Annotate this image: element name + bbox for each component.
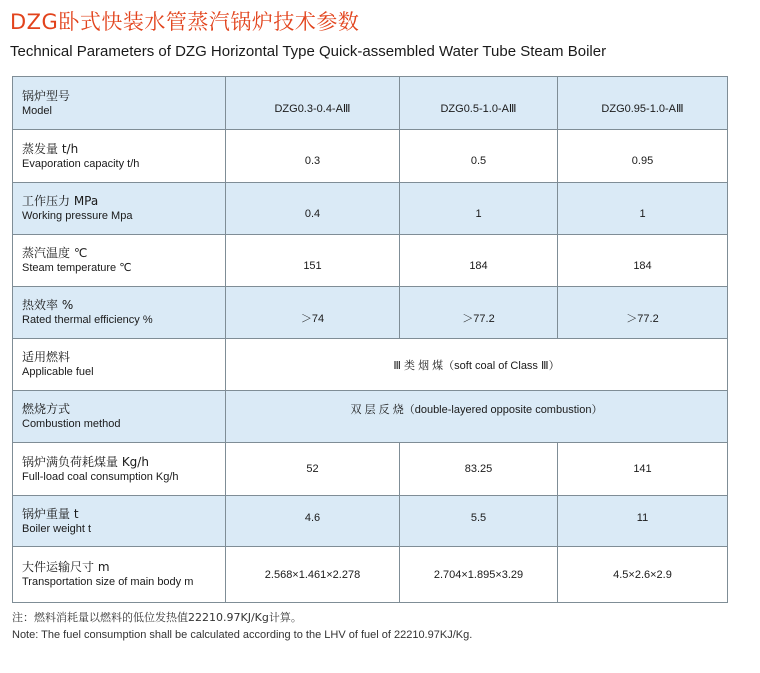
value-cell: 52 xyxy=(226,443,400,496)
label-cell xyxy=(13,391,226,443)
value-cell: 184 xyxy=(558,235,728,287)
value-cell: 0.4 xyxy=(226,183,400,235)
label-cell xyxy=(13,287,226,339)
value-cell: 83.25 xyxy=(400,443,558,496)
footnote-en: Note: The fuel consumption shall be calculated according to the LHV of fuel of 22210.97KJ/Kg. xyxy=(12,629,473,641)
value-cell: 0.95 xyxy=(558,130,728,183)
value-cell: 4.6 xyxy=(226,496,400,547)
value-cell: 141 xyxy=(558,443,728,496)
value-cell: 0.5 xyxy=(400,130,558,183)
label-cn: 蒸发量 t/h xyxy=(22,141,79,156)
row-efficiency xyxy=(13,287,728,339)
label-cn: 大件运输尺寸 m xyxy=(22,560,110,574)
merged-value-cell: Ⅲ 类 烟 煤（soft coal of Class Ⅲ） xyxy=(226,339,728,391)
label-cn: 蒸汽温度 ℃ xyxy=(22,246,88,260)
label-en: Combustion method xyxy=(22,418,121,430)
label-en: Steam temperature ℃ xyxy=(22,262,132,274)
label-en: Full-load coal consumption Kg/h xyxy=(22,470,179,483)
value-cell: ＞77.2 xyxy=(400,287,558,339)
page-title: DZG卧式快装水管蒸汽锅炉技术参数 xyxy=(10,10,360,34)
value-cell: 2.568×1.461×2.278 xyxy=(226,547,400,603)
label-cell xyxy=(13,130,226,183)
label-cell xyxy=(13,339,226,391)
value-cell: 5.5 xyxy=(400,496,558,547)
label-cn: 适用燃料 xyxy=(22,350,71,364)
value-cell: 1 xyxy=(400,183,558,235)
value-cell: DZG0.3-0.4-AⅢ xyxy=(226,77,400,130)
value-cell: DZG0.95-1.0-AⅢ xyxy=(558,77,728,130)
label-en: Model xyxy=(22,104,52,117)
value-cell: 184 xyxy=(400,235,558,287)
label-en: Applicable fuel xyxy=(22,366,94,378)
value-cell: 151 xyxy=(226,235,400,287)
parameters-table xyxy=(12,76,728,603)
row-fuel xyxy=(13,339,728,391)
label-cell xyxy=(13,235,226,287)
row-temperature xyxy=(13,235,728,287)
merged-value-cell: 双 层 反 烧（double-layered opposite combustion） xyxy=(226,391,728,443)
value-cell: 2.704×1.895×3.29 xyxy=(400,547,558,603)
row-coal-consumption xyxy=(13,443,728,496)
label-cn: 锅炉型号 xyxy=(22,88,71,103)
label-cn: 燃烧方式 xyxy=(22,402,71,416)
value-cell: DZG0.5-1.0-AⅢ xyxy=(400,77,558,130)
row-combustion xyxy=(13,391,728,443)
value-cell: ＞77.2 xyxy=(558,287,728,339)
row-pressure xyxy=(13,183,728,235)
value-cell: ＞74 xyxy=(226,287,400,339)
row-model xyxy=(13,77,728,130)
label-en: Working pressure Mpa xyxy=(22,210,133,222)
label-en: Evaporation capacity t/h xyxy=(22,157,140,170)
footnote-cn: 注：燃料消耗量以燃料的低位发热值22210.97KJ/Kg计算。 xyxy=(12,611,302,624)
value-cell: 11 xyxy=(558,496,728,547)
row-evaporation xyxy=(13,130,728,183)
label-cn: 锅炉重量 t xyxy=(22,506,79,521)
row-transport-size xyxy=(13,547,728,603)
label-en: Transportation size of main body m xyxy=(22,576,194,588)
label-cell xyxy=(13,77,226,130)
label-cell xyxy=(13,443,226,496)
label-cn: 热效率 % xyxy=(22,298,74,312)
label-cell xyxy=(13,496,226,547)
row-boiler-weight xyxy=(13,496,728,547)
label-cn: 工作压力 MPa xyxy=(22,194,99,208)
label-cn: 锅炉满负荷耗煤量 Kg/h xyxy=(22,454,149,469)
label-en: Boiler weight t xyxy=(22,522,92,535)
label-en: Rated thermal efficiency % xyxy=(22,314,153,326)
page-subtitle: Technical Parameters of DZG Horizontal Type Quick-assembled Water Tube Steam Boiler xyxy=(10,43,607,60)
label-cell xyxy=(13,547,226,603)
value-cell: 4.5×2.6×2.9 xyxy=(558,547,728,603)
value-cell: 1 xyxy=(558,183,728,235)
label-cell xyxy=(13,183,226,235)
value-cell: 0.3 xyxy=(226,130,400,183)
